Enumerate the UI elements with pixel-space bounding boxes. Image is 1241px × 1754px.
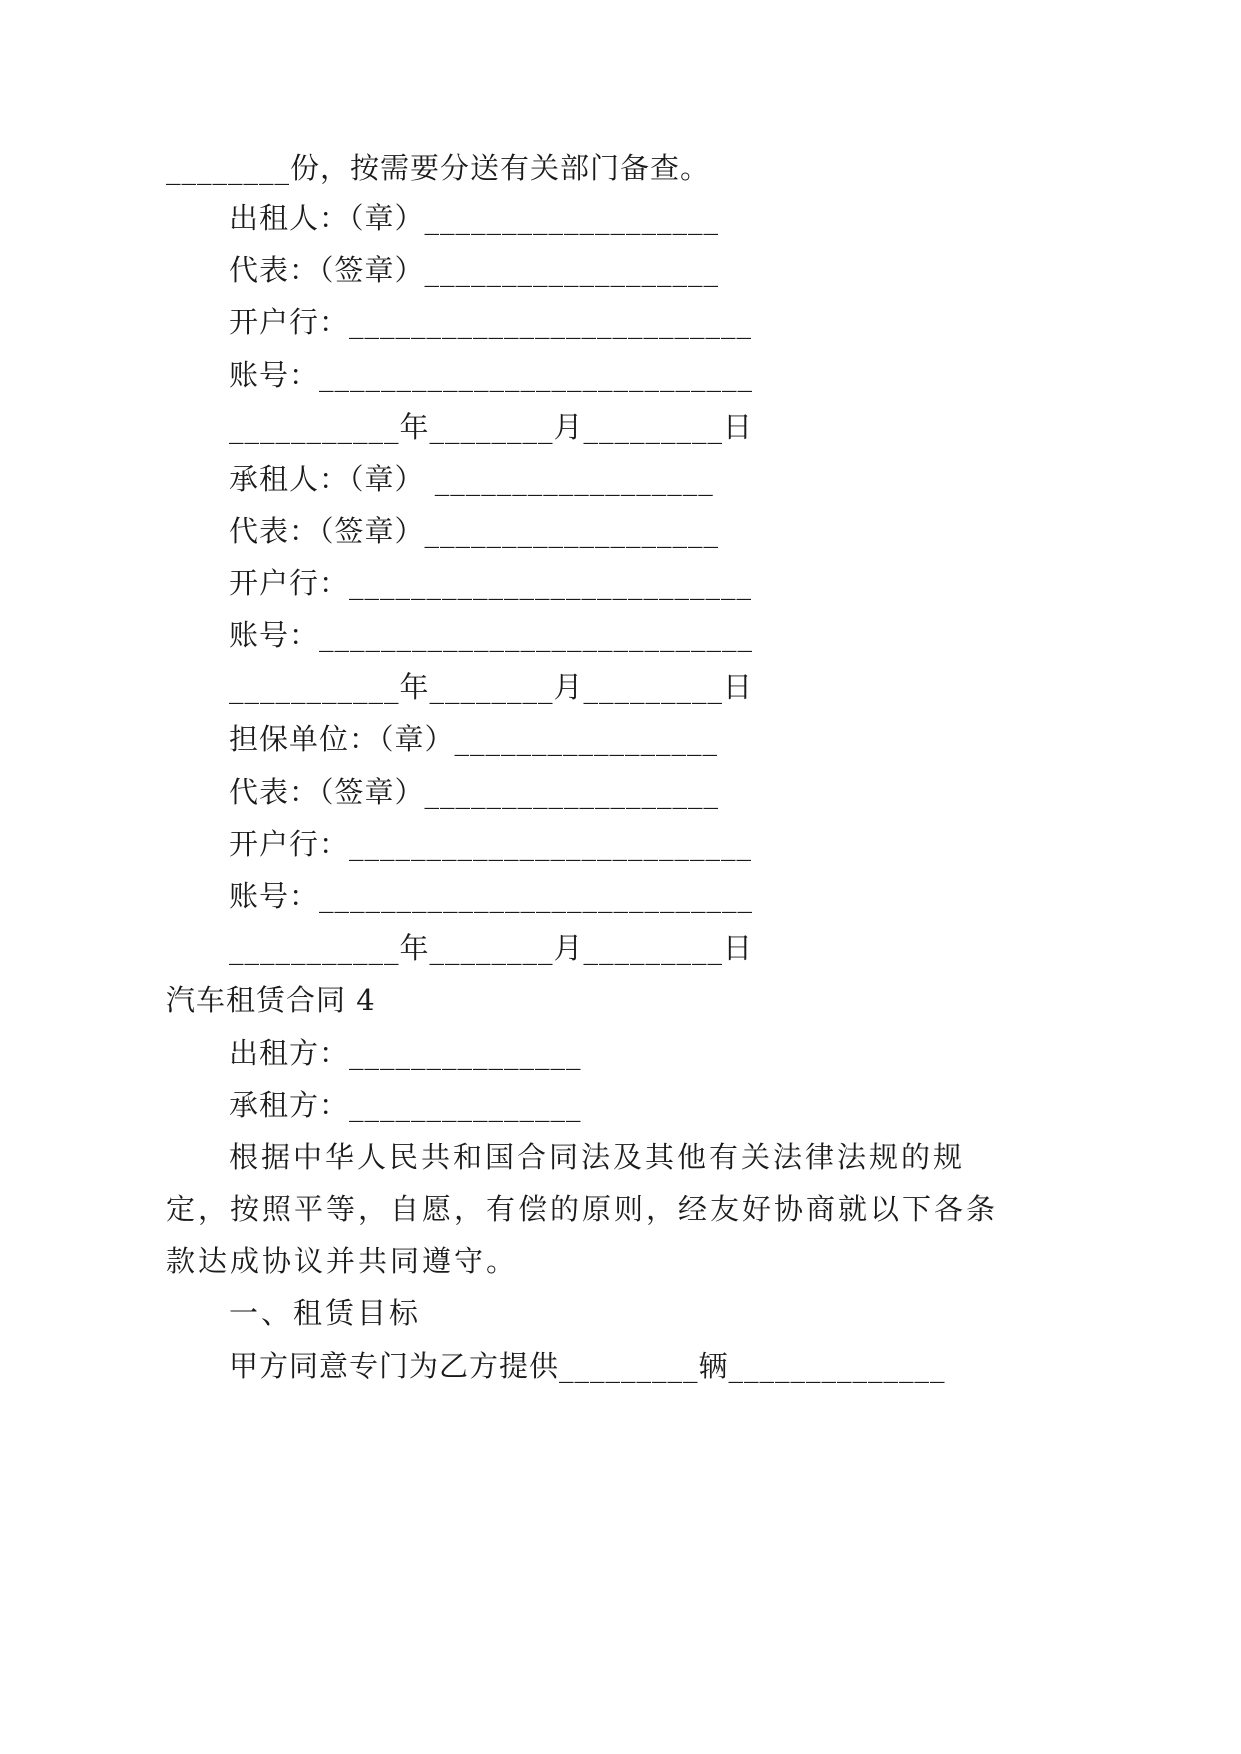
contract-title: 汽车租赁合同 4 <box>166 983 376 1017</box>
lessee-date-line: ___________年________月_________日 <box>229 670 754 704</box>
lessee-representative-line: 代表：（签章）___________________ <box>229 514 720 548</box>
lessee-account-line: 账号：____________________________ <box>229 618 754 652</box>
lessor-representative-line: 代表：（签章）___________________ <box>229 253 720 287</box>
lessee-party-line: 承租方：_______________ <box>229 1088 582 1122</box>
guarantor-bank-line: 开户行：__________________________ <box>229 827 753 861</box>
lessee-seal-line: 承租人：（章） __________________ <box>229 462 714 496</box>
guarantor-seal-line: 担保单位：（章）_________________ <box>229 722 719 756</box>
lessor-bank-line: 开户行：__________________________ <box>229 305 753 339</box>
preamble-line-1: 根据中华人民共和国合同法及其他有关法律法规的规 <box>229 1140 966 1174</box>
copies-distribution-line: ________份，按需要分送有关部门备查。 <box>166 151 711 185</box>
section-heading-lease-object: 一、租赁目标 <box>229 1296 422 1330</box>
lessor-account-line: 账号：____________________________ <box>229 358 754 392</box>
lessor-party-line: 出租方：_______________ <box>229 1036 582 1070</box>
lessor-date-line: ___________年________月_________日 <box>229 410 754 444</box>
lessor-seal-line: 出租人：（章）___________________ <box>229 201 720 235</box>
preamble-line-2: 定，按照平等，自愿，有偿的原则，经友好协商就以下各条 <box>166 1192 999 1226</box>
lessee-bank-line: 开户行：__________________________ <box>229 566 753 600</box>
vehicle-provision-line: 甲方同意专门为乙方提供_________辆______________ <box>229 1349 946 1383</box>
guarantor-date-line: ___________年________月_________日 <box>229 931 754 965</box>
guarantor-representative-line: 代表：（签章）___________________ <box>229 775 720 809</box>
guarantor-account-line: 账号：____________________________ <box>229 879 754 913</box>
preamble-line-3: 款达成协议并共同遵守。 <box>166 1244 519 1278</box>
